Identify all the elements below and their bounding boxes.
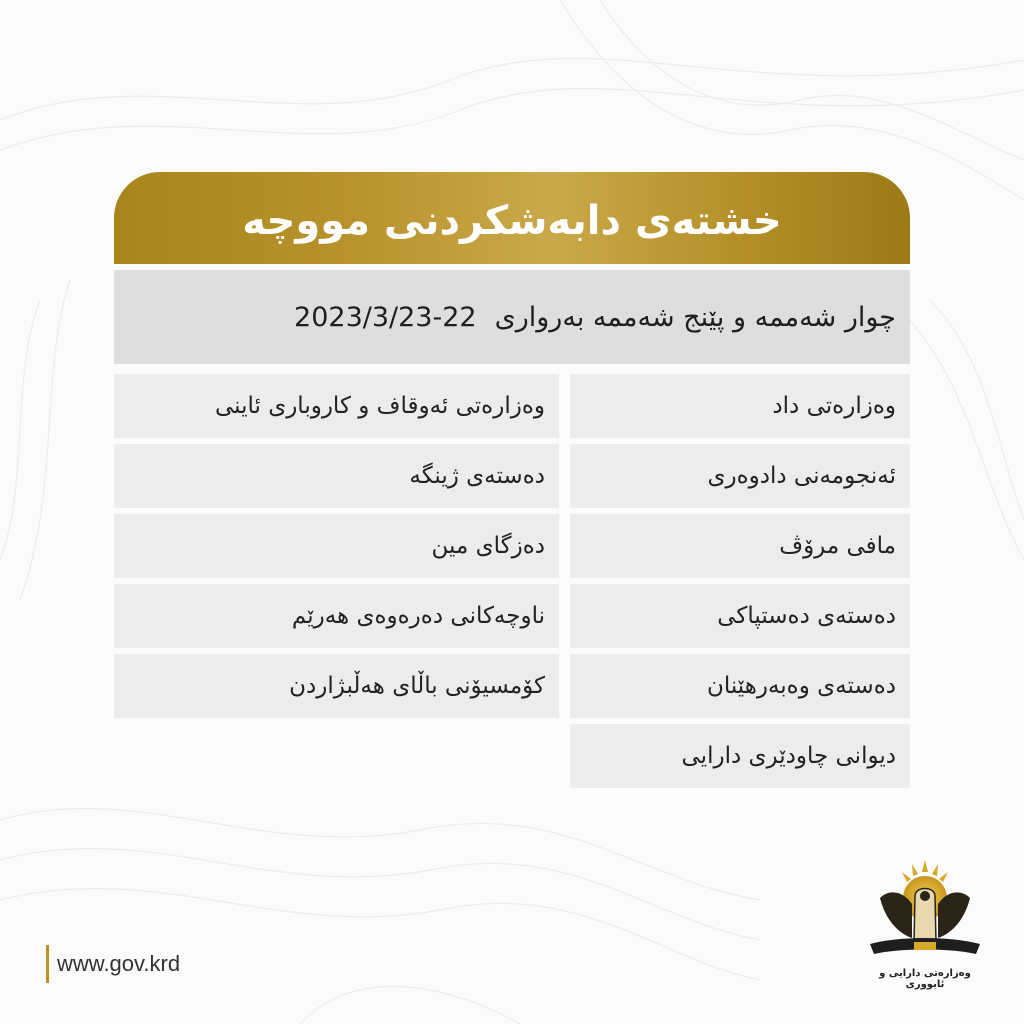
list-item-label: مافی مرۆڤ — [779, 533, 896, 559]
list-item — [570, 374, 910, 438]
list-item-label: وەزارەتی ئەوقاف و کاروباری ئاینی — [214, 393, 545, 419]
list-item — [114, 654, 559, 718]
date-value: 2023/3/23-22 — [294, 301, 477, 333]
list-item-label: دیوانی چاودێری دارایی — [681, 743, 896, 769]
right-column — [570, 374, 910, 794]
date-row — [114, 270, 910, 364]
list-item — [570, 654, 910, 718]
list-item-label: وەزارەتی داد — [772, 393, 896, 419]
list-item-label: دەستەی وەبەرهێنان — [706, 673, 896, 699]
list-item — [570, 724, 910, 788]
date-label: چوار شەممە و پێنج شەممە بەرواری — [494, 301, 896, 333]
table-title-banner — [114, 172, 910, 264]
list-item-label: کۆمسیۆنی باڵای هەڵبژاردن — [289, 673, 545, 699]
list-item — [114, 584, 559, 648]
list-item-label: دەزگای مین — [431, 533, 545, 559]
list-item-label: دەستەی دەستپاکی — [717, 603, 896, 629]
list-item — [114, 444, 559, 508]
list-item-label: دەستەی ژینگە — [409, 463, 545, 489]
list-item-label: ئەنجومەنی دادوەری — [707, 463, 896, 489]
krg-eagle-emblem-icon — [860, 858, 990, 978]
website-url[interactable]: www.gov.krd — [57, 951, 181, 976]
left-column — [114, 374, 559, 724]
list-item — [570, 444, 910, 508]
table-title: خشتەی دابەشکردنی مووچە — [242, 198, 782, 244]
list-item — [114, 514, 559, 578]
ministry-name: وەزارەتی دارایی و ئابووری — [879, 968, 971, 990]
list-item-label: ناوچەکانی دەرەوەی هەرێم — [291, 603, 545, 629]
list-item — [570, 514, 910, 578]
list-item — [114, 374, 559, 438]
website-link[interactable] — [46, 945, 180, 983]
list-item — [570, 584, 910, 648]
